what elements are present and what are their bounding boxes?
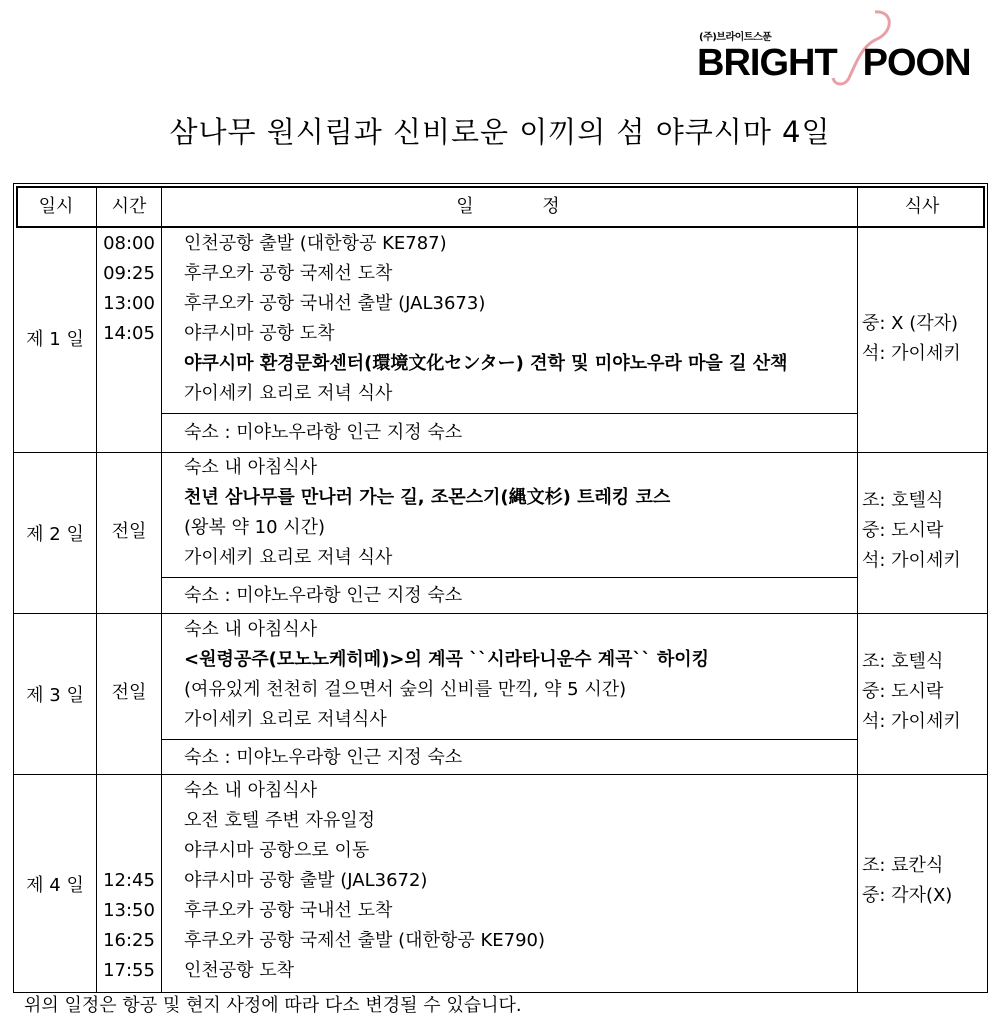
schedule-item: 후쿠오카 공항 국내선 도착 — [184, 900, 393, 921]
day-2-time — [97, 517, 161, 547]
meal-item: 중: 각자(X) — [862, 885, 953, 906]
time-value: 16:25 — [103, 930, 155, 951]
meal-item: 석: 가이세키 — [862, 711, 961, 732]
day-2-label: 제 2 일 — [26, 524, 84, 545]
schedule-item: 천년 삼나무를 만나러 가는 길, 조몬스기(縄文杉) 트레킹 코스 — [184, 487, 671, 508]
day-1-schedule — [184, 229, 788, 409]
meal-item: 석: 가이세키 — [862, 550, 961, 571]
day-4-label: 제 4 일 — [26, 875, 84, 896]
meal-item: 조: 호텔식 — [862, 651, 944, 672]
schedule-item: 가이세키 요리로 저녁 식사 — [184, 547, 393, 568]
logo-wordmark-part2: POON — [862, 42, 971, 84]
header-time: 시간 — [111, 196, 147, 217]
day-3-time — [97, 678, 161, 708]
day-3-label: 제 3 일 — [26, 685, 84, 706]
schedule-item: 야쿠시마 공항 도착 — [184, 323, 335, 344]
day-2-meals — [862, 486, 961, 576]
day-4-times — [97, 866, 161, 986]
schedule-item: 야쿠시마 환경문화센터(環境文化センター) 견학 및 미야노우라 마을 길 산책 — [184, 353, 788, 374]
schedule-item: 후쿠오카 공항 국내선 출발 (JAL3673) — [184, 293, 486, 314]
day-4-schedule — [184, 776, 545, 986]
time-value: 08:00 — [103, 233, 155, 254]
schedule-item: 인천공항 도착 — [184, 960, 295, 981]
schedule-item: <원령공주(모노노케히메)>의 계곡 ``시라타니운수 계곡`` 하이킹 — [184, 649, 709, 670]
schedule-item: (여유있게 천천히 걸으면서 숲의 신비를 만끽, 약 5 시간) — [184, 679, 627, 700]
schedule-item: (왕복 약 10 시간) — [184, 517, 326, 538]
meal-item: 중: 도시락 — [862, 681, 944, 702]
schedule-item: 야쿠시마 공항으로 이동 — [184, 840, 370, 861]
meal-item: 중: X (각자) — [862, 313, 959, 334]
day-4-meals — [862, 851, 952, 911]
schedule-item: 야쿠시마 공항 출발 (JAL3672) — [184, 870, 428, 891]
schedule-item: 오전 호텔 주변 자유일정 — [184, 810, 376, 831]
schedule-item: 후쿠오카 공항 국제선 도착 — [184, 263, 393, 284]
meal-item: 석: 가이세키 — [862, 343, 961, 364]
schedule-item: 숙소 내 아침식사 — [184, 457, 318, 478]
time-value: 전일 — [111, 521, 147, 542]
day-1-meals — [862, 309, 961, 369]
day-3-lodging: 숙소 : 미야노우라항 인근 지정 숙소 — [184, 747, 463, 768]
meal-item: 중: 도시락 — [862, 520, 944, 541]
schedule-item: 후쿠오카 공항 국제선 출발 (대한항공 KE790) — [184, 930, 546, 951]
meal-item: 조: 료칸식 — [862, 855, 944, 876]
header-date: 일시 — [38, 196, 74, 217]
brand-logo — [697, 8, 971, 88]
schedule-item: 가이세키 요리로 저녁 식사 — [184, 383, 393, 404]
schedule-item: 인천공항 출발 (대한항공 KE787) — [184, 233, 447, 254]
day-1-label: 제 1 일 — [26, 329, 84, 350]
day-3-meals — [862, 647, 961, 737]
time-value: 14:05 — [103, 323, 155, 344]
page-title: 삼나무 원시림과 신비로운 이끼의 섬 야쿠시마 4일 — [169, 115, 831, 149]
time-value: 13:50 — [103, 900, 155, 921]
schedule-item: 숙소 내 아침식사 — [184, 619, 318, 640]
header-schedule-2: 정 — [542, 196, 560, 217]
schedule-item: 숙소 내 아침식사 — [184, 780, 318, 801]
time-value: 13:00 — [103, 293, 155, 314]
time-value: 12:45 — [103, 870, 155, 891]
day-2-schedule — [184, 453, 670, 573]
logo-wordmark — [697, 44, 971, 82]
day-1-lodging: 숙소 : 미야노우라항 인근 지정 숙소 — [184, 422, 463, 443]
time-value: 09:25 — [103, 263, 155, 284]
day-1-times — [97, 229, 161, 349]
time-value: 17:55 — [103, 960, 155, 981]
day-3-schedule — [184, 615, 709, 735]
header-schedule-1: 일 — [456, 196, 474, 217]
meal-item: 조: 호텔식 — [862, 490, 944, 511]
day-2-lodging: 숙소 : 미야노우라항 인근 지정 숙소 — [184, 585, 463, 606]
schedule-item: 가이세키 요리로 저녁식사 — [184, 709, 387, 730]
logo-wordmark-part1: BRIGHT — [697, 42, 837, 84]
logo-company-name: (주)브라이트스푼 — [699, 32, 772, 43]
footnote: 위의 일정은 항공 및 현지 사정에 따라 다소 변경될 수 있습니다. — [24, 995, 522, 1016]
header-meal: 식사 — [904, 196, 940, 217]
time-value: 전일 — [111, 682, 147, 703]
